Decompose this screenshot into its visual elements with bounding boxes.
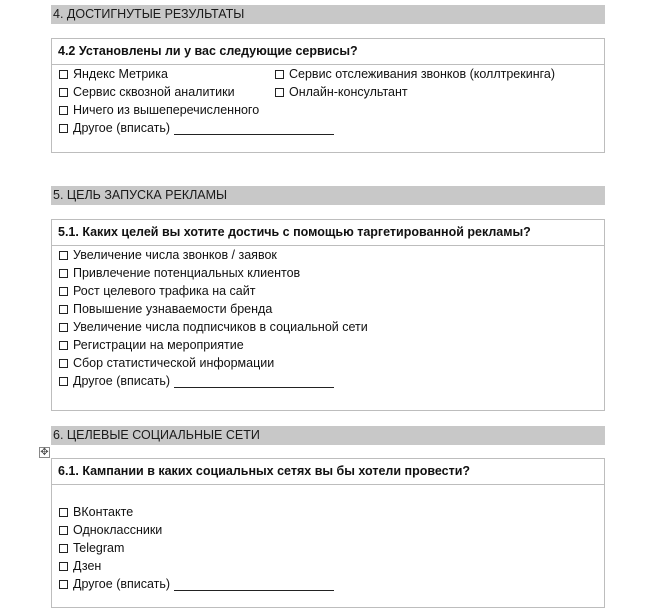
question-6-1-title: 6.1. Кампании в каких социальных сетях вы бы хотели провести?: [52, 459, 604, 485]
checkbox-icon[interactable]: [59, 305, 68, 314]
option-label: Другое (вписать): [73, 121, 171, 135]
option-other[interactable]: [59, 372, 334, 390]
checkbox-icon[interactable]: [59, 269, 68, 278]
checkbox-icon[interactable]: [59, 508, 68, 517]
option-label: Другое (вписать): [73, 577, 171, 591]
option-call-tracking[interactable]: [275, 65, 555, 83]
option-label: Дзен: [73, 559, 102, 573]
checkbox-icon[interactable]: [275, 88, 284, 97]
write-in-line[interactable]: [174, 375, 334, 388]
checkbox-icon[interactable]: [59, 526, 68, 535]
option-target-traffic[interactable]: [59, 282, 255, 300]
checkbox-icon[interactable]: [59, 562, 68, 571]
option-label: Ничего из вышеперечисленного: [73, 103, 260, 117]
section-5-header: 5. ЦЕЛЬ ЗАПУСКА РЕКЛАМЫ: [51, 186, 605, 205]
option-telegram[interactable]: [59, 539, 124, 557]
checkbox-icon[interactable]: [59, 251, 68, 260]
checkbox-icon[interactable]: [59, 544, 68, 553]
option-label: Сервис отслеживания звонков (коллтрекинга): [289, 67, 555, 81]
checkbox-icon[interactable]: [59, 323, 68, 332]
option-label: Яндекс Метрика: [73, 67, 168, 81]
option-brand-awareness[interactable]: [59, 300, 272, 318]
option-more-calls[interactable]: [59, 246, 277, 264]
option-label: Повышение узнаваемости бренда: [73, 302, 273, 316]
option-label: Сервис сквозной аналитики: [73, 85, 235, 99]
option-label: Увеличение числа подписчиков в социальной сети: [73, 320, 368, 334]
option-label: Сбор статистической информации: [73, 356, 275, 370]
write-in-line[interactable]: [174, 122, 334, 135]
checkbox-icon[interactable]: [59, 359, 68, 368]
checkbox-icon[interactable]: [59, 88, 68, 97]
section-4-header: 4. ДОСТИГНУТЫЕ РЕЗУЛЬТАТЫ: [51, 5, 605, 24]
checkbox-icon[interactable]: [59, 70, 68, 79]
section-6-question-box: [51, 458, 605, 608]
option-label: Увеличение числа звонков / заявок: [73, 248, 277, 262]
option-more-subscribers[interactable]: [59, 318, 368, 336]
section-6-header: 6. ЦЕЛЕВЫЕ СОЦИАЛЬНЫЕ СЕТИ: [51, 426, 605, 445]
option-attract-clients[interactable]: [59, 264, 300, 282]
checkbox-icon[interactable]: [59, 106, 68, 115]
option-label: Онлайн-консультант: [289, 85, 408, 99]
checkbox-icon[interactable]: [275, 70, 284, 79]
option-yandex-metrika[interactable]: [59, 65, 168, 83]
option-label: Telegram: [73, 541, 125, 555]
option-vkontakte[interactable]: [59, 503, 133, 521]
section-4-question-box: [51, 38, 605, 153]
option-label: Привлечение потенциальных клиентов: [73, 266, 301, 280]
option-none-of-the-above[interactable]: [59, 101, 259, 119]
option-dzen[interactable]: [59, 557, 101, 575]
option-label: Другое (вписать): [73, 374, 171, 388]
option-statistics[interactable]: [59, 354, 274, 372]
option-label: ВКонтакте: [73, 505, 134, 519]
option-odnoklassniki[interactable]: [59, 521, 162, 539]
move-arrows-icon[interactable]: ✥: [40, 447, 49, 458]
write-in-line[interactable]: [174, 578, 334, 591]
option-event-registrations[interactable]: [59, 336, 244, 354]
question-4-2-title: 4.2 Установлены ли у вас следующие сервисы?: [52, 39, 604, 65]
section-5-question-box: [51, 219, 605, 411]
checkbox-icon[interactable]: [59, 287, 68, 296]
question-5-1-title: 5.1. Каких целей вы хотите достичь с помощью таргетированной рекламы?: [52, 220, 604, 246]
option-label: Регистрации на мероприятие: [73, 338, 244, 352]
checkbox-icon[interactable]: [59, 124, 68, 133]
checkbox-icon[interactable]: [59, 377, 68, 386]
option-end-to-end-analytics[interactable]: [59, 83, 235, 101]
option-label: Рост целевого трафика на сайт: [73, 284, 256, 298]
checkbox-icon[interactable]: [59, 341, 68, 350]
option-label: Одноклассники: [73, 523, 163, 537]
option-other[interactable]: [59, 575, 334, 593]
checkbox-icon[interactable]: [59, 580, 68, 589]
option-online-consultant[interactable]: [275, 83, 408, 101]
option-other[interactable]: [59, 119, 334, 137]
